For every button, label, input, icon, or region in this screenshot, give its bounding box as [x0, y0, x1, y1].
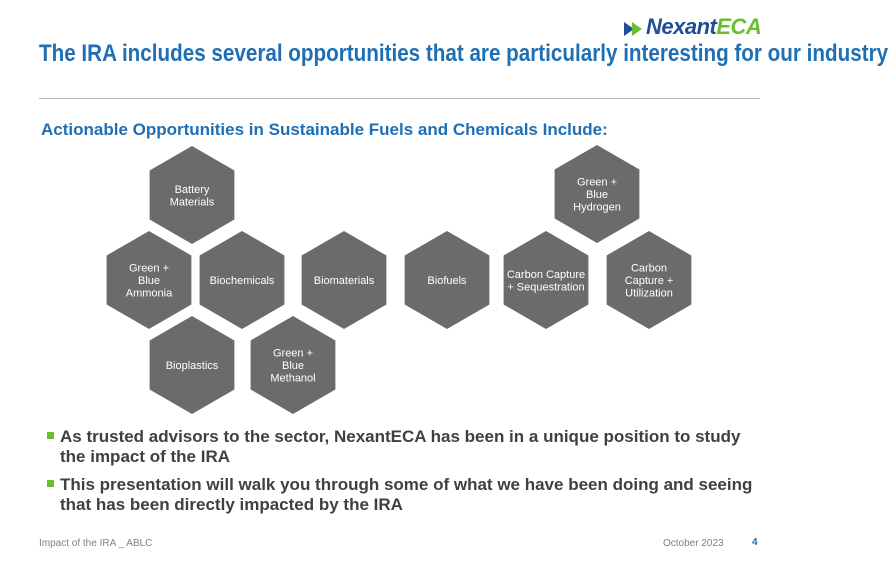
hexagon-green-blue-ammonia	[107, 231, 192, 329]
hexagon-label-line: Carbon	[630, 262, 668, 275]
slide-title: The IRA includes several opportunities that are particularly interesting for our industry	[39, 40, 888, 67]
hexagon-label-line: Green +	[128, 262, 170, 275]
hexagon-label-line: Methanol	[270, 372, 316, 385]
hexagon-label-line: Bioplastics	[165, 360, 219, 372]
logo-name-part2: ECA	[716, 14, 762, 39]
bullet-text: This presentation will walk you through some of what we have been doing and seeing that has been directly impacted by the IRA	[60, 475, 753, 514]
hexagon-biofuels	[405, 231, 490, 329]
hexagon-label-line: Green +	[576, 176, 618, 189]
hexagon-label-line: Ammonia	[125, 287, 173, 300]
hexagon-label-line: Battery	[174, 183, 210, 196]
logo-name-part1: Nexant	[646, 14, 717, 39]
hexagon-label-line: Carbon Capture	[506, 268, 586, 281]
hexagon-label-line: + Sequestration	[507, 281, 585, 294]
bullet-square-icon	[47, 432, 54, 439]
hexagon-biochemicals	[200, 231, 285, 329]
hexagon-battery-materials	[150, 146, 235, 244]
hexagon-label-line: Capture +	[624, 275, 674, 287]
hexagon-bioplastics	[150, 316, 235, 414]
hexagon-label-line: Blue	[281, 360, 305, 372]
hexagon-biomaterials	[302, 231, 387, 329]
hexagon-label-line: Biochemicals	[209, 275, 275, 287]
slide-subtitle: Actionable Opportunities in Sustainable Fuels and Chemicals Include:	[41, 120, 608, 139]
hexagon-label-line: Blue	[585, 189, 609, 201]
hexagon-label-line: Materials	[169, 196, 215, 209]
hexagon-carbon-capture-utilization	[607, 231, 692, 329]
hexagon-label-line: Biomaterials	[313, 275, 375, 287]
hexagon-green-blue-hydrogen	[555, 145, 640, 243]
hexagon-label-line: Green +	[272, 347, 314, 360]
hexagon-label-line: Blue	[137, 275, 161, 287]
hexagon-label-line: Utilization	[625, 287, 673, 300]
bullet-text: As trusted advisors to the sector, NexantECA has been in a unique position to study the impact of the IRA	[60, 427, 741, 466]
hexagon-carbon-capture-sequestration	[504, 231, 589, 329]
footer-date: October 2023	[663, 538, 724, 549]
hexagon-label-line: Biofuels	[427, 275, 467, 287]
bullet-list	[44, 427, 764, 523]
hexagon-label-line: Hydrogen	[573, 201, 621, 214]
bullet-square-icon	[47, 480, 54, 487]
bullet-item	[44, 475, 764, 515]
page-number: 4	[752, 537, 758, 548]
bullet-item	[44, 427, 764, 467]
hexagon-green-blue-methanol	[251, 316, 336, 414]
footer-presentation-name: Impact of the IRA _ ABLC	[39, 538, 153, 549]
